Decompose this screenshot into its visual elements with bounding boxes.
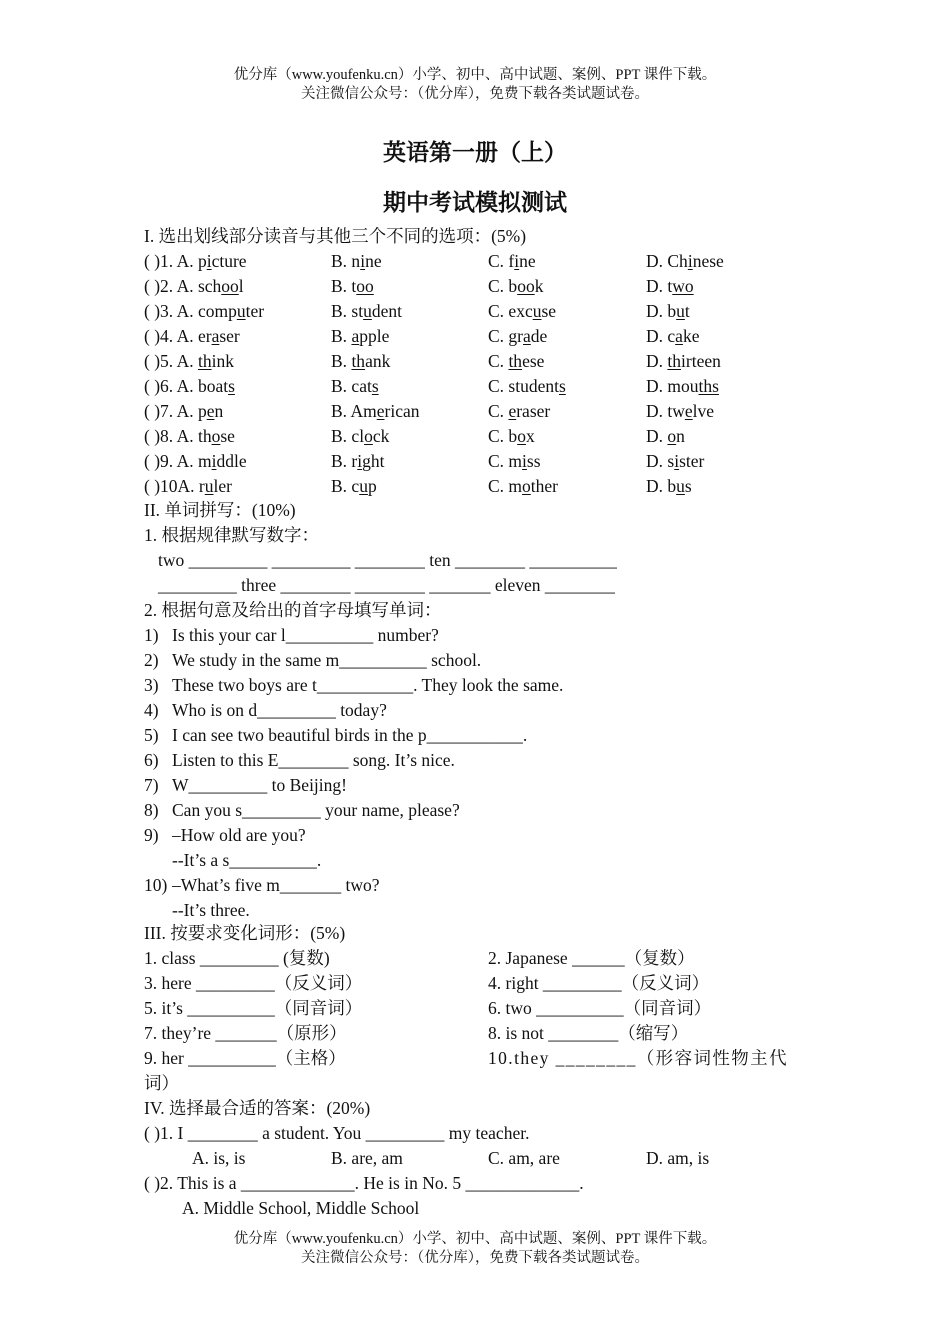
word-part: B. cat	[331, 376, 372, 396]
word-part: m	[197, 451, 212, 471]
word-part: D. Ch	[646, 251, 688, 271]
underlined-sound: u	[204, 476, 214, 496]
word-part: ther	[530, 476, 559, 496]
underlined-sound: oo	[221, 276, 239, 296]
underlined-sound: o	[364, 426, 373, 446]
fill-in-sentence: --It’s a s__________.	[172, 850, 322, 870]
q1-option-b: B. are, am	[331, 1148, 403, 1168]
option-b	[331, 424, 389, 448]
word-part: ser	[219, 326, 240, 346]
word-part: C. b	[488, 426, 518, 446]
underlined-sound: i	[211, 451, 217, 471]
word-part: C.	[488, 401, 509, 421]
option-b	[331, 399, 419, 423]
word-part: C. m	[488, 476, 523, 496]
word-part: de	[530, 326, 548, 346]
word-part: C. exc	[488, 301, 533, 321]
fill-in-sentence: We study in the same m__________ school.	[172, 650, 482, 670]
word-part: ster	[679, 451, 705, 471]
question-number: ( )10A.	[144, 476, 199, 496]
question-row	[144, 399, 223, 423]
word-part: irteen	[681, 351, 721, 371]
word-part: pple	[359, 326, 390, 346]
option-c	[488, 449, 541, 473]
option-b	[331, 449, 385, 473]
word-part: raser	[516, 401, 551, 421]
option-c	[488, 299, 556, 323]
word-part: ler	[213, 476, 232, 496]
underlined-sound: i	[360, 251, 366, 271]
item-number: 3)	[144, 675, 159, 695]
word-form-item: 2. Japanese ______（复数）	[488, 948, 695, 968]
option-c	[488, 474, 558, 498]
word-part: B. Am	[331, 401, 377, 421]
word-form-item: 3. here _________（反义词）	[144, 973, 363, 993]
option-c	[488, 349, 544, 373]
word-part: rican	[384, 401, 420, 421]
option-b	[331, 324, 389, 348]
footer-line-2: 关注微信公众号：（优分库），免费下载各类试题试卷。	[301, 1250, 649, 1266]
fill-in-sentence: Is this your car l__________ number?	[172, 625, 439, 645]
option-c	[488, 424, 535, 448]
option-c	[488, 274, 543, 298]
item-number: 9)	[144, 825, 159, 845]
word-form-item: 7. they’re _______（原形）	[144, 1023, 347, 1043]
underlined-sound: s	[558, 376, 566, 396]
word-part: x	[525, 426, 535, 446]
option-d	[646, 374, 719, 398]
underlined-sound: a	[675, 326, 683, 346]
word-form-item: 10.they ________（形容词性物主代	[488, 1048, 788, 1068]
underlined-sound: a	[523, 326, 531, 346]
numbers-line-2: _________ three ________ ________ _______ eleven ________	[158, 575, 615, 595]
word-part: D. b	[646, 476, 677, 496]
word-part: D. s	[646, 451, 675, 471]
option-d	[646, 424, 685, 448]
word-part: B.	[331, 351, 352, 371]
underlined-sound: i	[514, 251, 520, 271]
word-part: ink	[211, 351, 234, 371]
header-line-1: 优分库（www.youfenku.cn）小学、初中、高中试题、案例、PPT 课件下载。	[233, 67, 717, 83]
word-form-item: 9. her __________（主格）	[144, 1048, 346, 1068]
section3-wrap-text: 词）	[144, 1073, 179, 1093]
underlined-sound: u	[532, 301, 542, 321]
fill-in-sentence: –What’s five m_______ two?	[172, 875, 380, 895]
word-part: D. c	[646, 326, 676, 346]
underlined-sound: th	[197, 351, 212, 371]
word-form-item: 6. two __________（同音词）	[488, 998, 712, 1018]
question-number: ( )5. A.	[144, 351, 198, 371]
question-row	[144, 449, 247, 473]
option-d	[646, 324, 699, 348]
word-part: k	[534, 276, 544, 296]
word-part: B. cl	[331, 426, 365, 446]
word-part: B.	[331, 326, 352, 346]
underlined-sound: e	[206, 401, 215, 421]
section1-heading: I. 选出划线部分读音与其他三个不同的选项：(5%)	[144, 226, 527, 246]
option-b	[331, 349, 390, 373]
underlined-sound: u	[236, 301, 246, 321]
question-row	[144, 274, 244, 298]
word-part: p	[367, 476, 377, 496]
underlined-sound: s	[228, 376, 235, 396]
question-row	[144, 299, 264, 323]
underlined-sound: i	[674, 451, 680, 471]
word-part: B. t	[331, 276, 357, 296]
question-number: ( )6. A.	[144, 376, 198, 396]
question-1: ( )1. I ________ a student. You _________ my teacher.	[144, 1123, 530, 1143]
fill-in-sentence: Can you s_________ your name, please?	[172, 800, 460, 820]
underlined-sound: e	[376, 401, 385, 421]
word-part: ck	[372, 426, 390, 446]
word-part: p	[197, 401, 207, 421]
question-number: ( )8. A.	[144, 426, 198, 446]
option-d	[646, 274, 694, 298]
footer-line-1: 优分库（www.youfenku.cn）小学、初中、高中试题、案例、PPT 课件下载。	[233, 1231, 717, 1247]
item-number: 5)	[144, 725, 159, 745]
section2-part1-heading: 1. 根据规律默写数字：	[144, 525, 319, 545]
word-part: cture	[211, 251, 247, 271]
option-c	[488, 249, 536, 273]
underlined-sound: o	[667, 426, 677, 446]
word-form-item: 5. it’s __________（同音词）	[144, 998, 363, 1018]
question-number: ( )4. A.	[144, 326, 198, 346]
underlined-sound: a	[211, 326, 220, 346]
question-number: ( )2. A.	[144, 276, 198, 296]
fill-in-sentence: W_________ to Beijing!	[172, 775, 347, 795]
question-row	[144, 374, 235, 398]
word-part: D. b	[646, 301, 677, 321]
question-number: ( )3. A.	[144, 301, 198, 321]
question-row	[144, 324, 240, 348]
option-b	[331, 474, 377, 498]
question-row	[144, 474, 232, 498]
word-part: n	[214, 401, 224, 421]
underlined-sound: u	[676, 301, 685, 321]
option-d	[646, 474, 692, 498]
word-part: se	[541, 301, 557, 321]
word-part: ese	[522, 351, 545, 371]
underlined-sound: th	[667, 351, 682, 371]
section2-heading: II. 单词拼写：(10%)	[144, 500, 296, 520]
word-part: ne	[365, 251, 382, 271]
word-part: lve	[692, 401, 715, 421]
option-c	[488, 324, 547, 348]
word-part: B. st	[331, 301, 364, 321]
item-number: 6)	[144, 750, 159, 770]
option-b	[331, 374, 379, 398]
option-b	[331, 299, 402, 323]
question-row	[144, 424, 235, 448]
word-form-item: 1. class _________ (复数)	[144, 948, 330, 968]
underlined-sound: i	[206, 251, 212, 271]
option-c	[488, 374, 566, 398]
section2-part2-heading: 2. 根据句意及给出的首字母填写单词：	[144, 600, 442, 620]
word-part: C. m	[488, 451, 523, 471]
underlined-sound: e	[684, 401, 693, 421]
word-part: nese	[692, 251, 724, 271]
word-part: ght	[362, 451, 385, 471]
question-row	[144, 249, 247, 273]
underlined-sound: o	[211, 426, 221, 446]
underlined-sound: oo	[517, 276, 535, 296]
underlined-sound: a	[351, 326, 360, 346]
word-part: l	[238, 276, 244, 296]
underlined-sound: wo	[672, 276, 694, 296]
underlined-sound: u	[363, 301, 372, 321]
underlined-sound: ths	[698, 376, 719, 396]
q1-option-a: A. is, is	[192, 1148, 246, 1168]
section4-heading: IV. 选择最合适的答案：(20%)	[144, 1098, 371, 1118]
option-d	[646, 349, 721, 373]
word-part: D.	[646, 426, 668, 446]
word-part: ddle	[216, 451, 247, 471]
item-number: 4)	[144, 700, 159, 720]
word-part: er	[197, 326, 212, 346]
word-part: s	[684, 476, 692, 496]
fill-in-sentence: I can see two beautiful birds in the p___________.	[172, 725, 528, 745]
option-d	[646, 449, 704, 473]
option-b	[331, 249, 382, 273]
word-part: n	[676, 426, 685, 446]
word-part: p	[197, 251, 207, 271]
underlined-sound: i	[687, 251, 693, 271]
item-number: 10)	[144, 875, 168, 895]
word-part: B. r	[331, 451, 358, 471]
fill-in-sentence: Listen to this E________ song. It’s nice.	[172, 750, 455, 770]
question-row	[144, 349, 234, 373]
word-part: C.	[488, 351, 509, 371]
underlined-sound: s	[371, 376, 379, 396]
question-number: ( )9. A.	[144, 451, 198, 471]
fill-in-sentence: These two boys are t___________. They look the same.	[172, 675, 564, 695]
numbers-line-1: two _________ _________ ________ ten ________ __________	[158, 550, 617, 570]
question-number: ( )1. A.	[144, 251, 198, 271]
fill-in-sentence: –How old are you?	[172, 825, 306, 845]
question-number: ( )7. A.	[144, 401, 198, 421]
word-part: se	[220, 426, 235, 446]
underlined-sound: i	[357, 451, 363, 471]
item-number: 8)	[144, 800, 159, 820]
option-d	[646, 249, 724, 273]
word-part: ne	[519, 251, 536, 271]
word-part: D. t	[646, 276, 673, 296]
word-part: C. gr	[488, 326, 523, 346]
word-part: B. n	[331, 251, 361, 271]
word-part: D.	[646, 351, 668, 371]
word-part: sch	[197, 276, 222, 296]
word-part: B. c	[331, 476, 360, 496]
underlined-sound: o	[517, 426, 526, 446]
word-part: comp	[197, 301, 237, 321]
header-line-2: 关注微信公众号：（优分库），免费下载各类试题试卷。	[301, 86, 649, 102]
section3-heading: III. 按要求变化词形：(5%)	[144, 923, 346, 943]
word-part: D. mou	[646, 376, 699, 396]
q1-option-c: C. am, are	[488, 1148, 560, 1168]
word-part: t	[684, 301, 690, 321]
underlined-sound: oo	[356, 276, 374, 296]
option-b	[331, 274, 374, 298]
word-part: D. tw	[646, 401, 685, 421]
underlined-sound: e	[508, 401, 517, 421]
word-part: C. b	[488, 276, 518, 296]
underlined-sound: u	[676, 476, 685, 496]
option-d	[646, 299, 690, 323]
underlined-sound: o	[522, 476, 531, 496]
word-part: boat	[197, 376, 229, 396]
q2-option-a: A. Middle School, Middle School	[182, 1198, 420, 1218]
word-form-item: 8. is not ________（缩写）	[488, 1023, 689, 1043]
option-d	[646, 399, 714, 423]
underlined-sound: i	[522, 451, 527, 471]
word-part: dent	[371, 301, 402, 321]
word-part: ss	[526, 451, 541, 471]
underlined-sound: u	[359, 476, 368, 496]
word-part: ke	[682, 326, 700, 346]
item-number: 2)	[144, 650, 159, 670]
underlined-sound: th	[508, 351, 523, 371]
fill-in-sentence: --It’s three.	[172, 900, 250, 920]
question-2: ( )2. This is a _____________. He is in No. 5 _____________.	[144, 1173, 584, 1193]
underlined-sound: th	[351, 351, 366, 371]
word-part: C. student	[488, 376, 559, 396]
option-c	[488, 399, 550, 423]
item-number: 1)	[144, 625, 159, 645]
word-part: r	[198, 476, 205, 496]
word-form-item: 4. right _________（反义词）	[488, 973, 710, 993]
word-part: C. f	[488, 251, 515, 271]
page-subtitle: 期中考试模拟测试	[383, 190, 567, 215]
item-number: 7)	[144, 775, 159, 795]
page-title: 英语第一册（上）	[383, 140, 567, 165]
fill-in-sentence: Who is on d_________ today?	[172, 700, 387, 720]
word-part: th	[197, 426, 212, 446]
q1-option-d: D. am, is	[646, 1148, 710, 1168]
word-part: ter	[245, 301, 265, 321]
word-part: ank	[365, 351, 391, 371]
